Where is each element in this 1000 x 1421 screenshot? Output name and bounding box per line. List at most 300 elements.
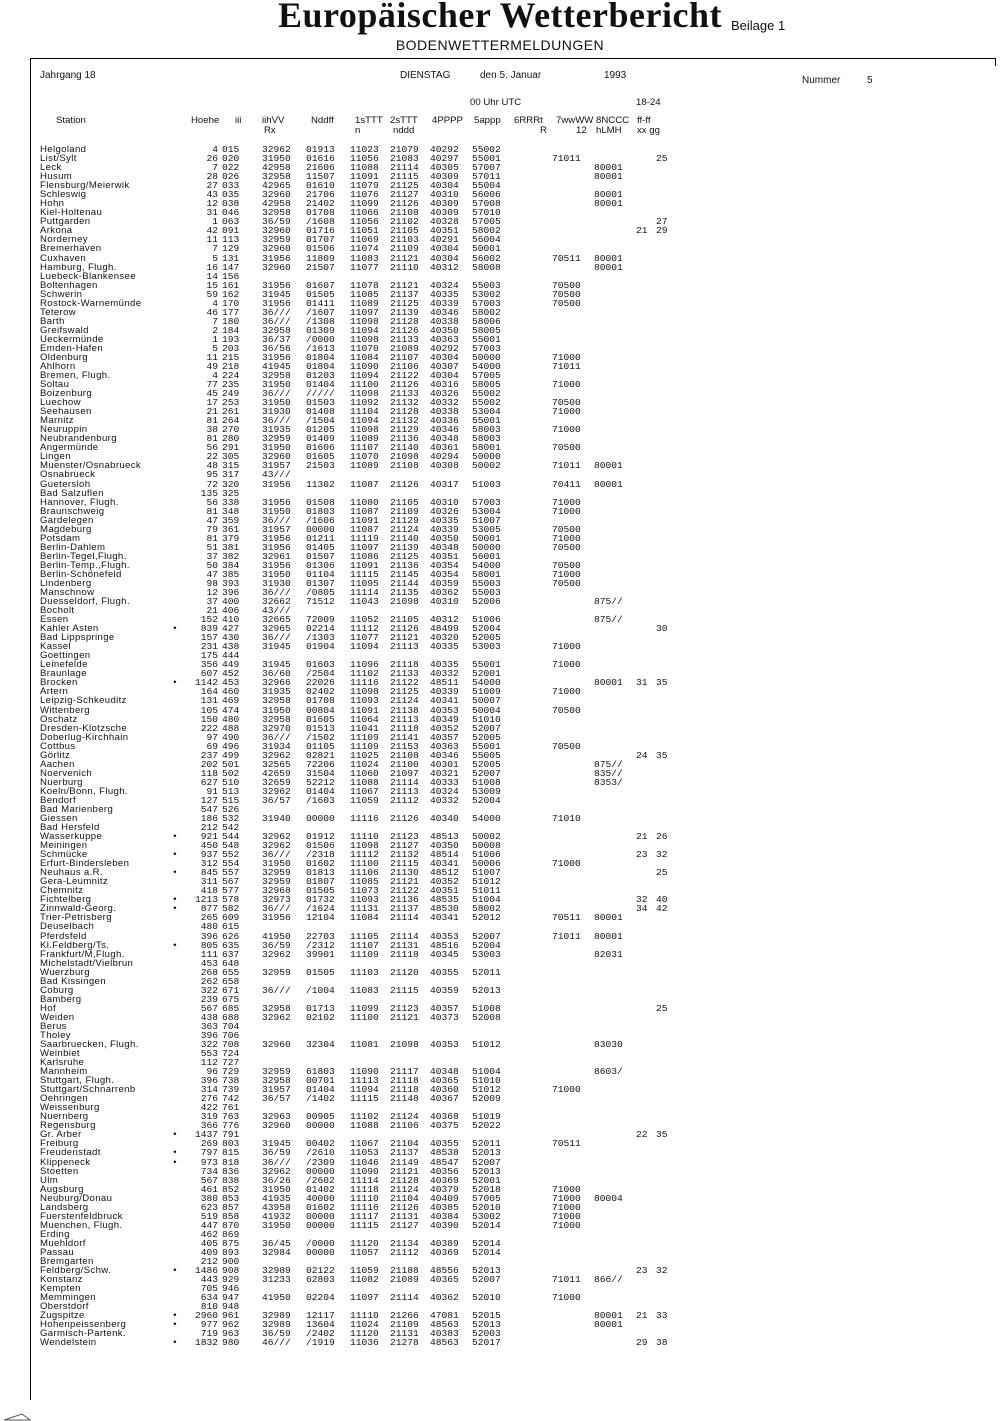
station-name: Giessen [40, 813, 78, 824]
nddff-cell: 72206 [306, 758, 335, 770]
iihvv-cell: 32962 [262, 1165, 291, 1177]
pppp-cell: 40335 [430, 288, 459, 300]
appp-cell: 52003 [472, 1328, 501, 1340]
nddff-cell: /1504 [306, 415, 335, 427]
appp-cell: 55001 [472, 415, 501, 427]
tttt2-cell: 21132 [390, 415, 419, 427]
iii-cell: 184 [222, 324, 240, 336]
iihvv-cell: 32959 [262, 234, 291, 246]
tttt1-cell: 11093 [350, 894, 379, 906]
appp-cell: 51009 [472, 686, 501, 698]
tttt2-cell: 21141 [390, 731, 419, 743]
ff1-cell: 22 [636, 1129, 648, 1141]
hoehe-cell: 11 [206, 351, 218, 363]
wwww-cell: 71000 [552, 858, 581, 870]
pppp-cell: 40357 [430, 1002, 459, 1014]
tttt2-cell: 21097 [390, 767, 419, 779]
iihvv-cell: 31945 [262, 641, 291, 653]
station-name: Erfurt-Bindersleben [40, 858, 130, 870]
mountain-mark: • [172, 939, 178, 951]
tttt1-cell: 11104 [350, 406, 379, 418]
station-name: Berlin-Temp.,Flugh. [40, 559, 130, 571]
tttt2-cell: 21266 [390, 1310, 419, 1322]
pppp-cell: 40354 [430, 559, 459, 571]
iii-cell: 224 [222, 370, 240, 381]
tttt1-cell: 11024 [350, 758, 379, 770]
nddff-cell: 21706 [306, 189, 335, 201]
appp-cell: 53004 [472, 505, 501, 517]
nddff-cell: 01411 [306, 297, 335, 309]
iii-cell: 320 [222, 478, 240, 490]
station-name: Hof [40, 1002, 56, 1014]
nddff-cell: 11302 [306, 478, 335, 490]
pppp-cell: 40326 [430, 505, 459, 517]
tttt1-cell: 11036 [350, 1337, 379, 1349]
iii-cell: 609 [222, 912, 240, 924]
iihvv-cell: 32960 [262, 225, 291, 237]
hoehe-cell: 72 [206, 478, 218, 490]
tttt2-cell: 21114 [390, 912, 419, 924]
tttt1-cell: 11117 [350, 1210, 379, 1222]
hoehe-cell: 269 [200, 1138, 218, 1150]
tttt1-cell: 11107 [350, 442, 379, 454]
hoehe-cell: 461 [200, 1183, 218, 1195]
appp-cell: 52012 [472, 912, 501, 924]
station-name: Brocken [40, 677, 78, 689]
tttt2-cell: 21112 [390, 794, 419, 806]
iii-cell: 838 [222, 1174, 240, 1186]
mountain-mark: • [172, 903, 178, 915]
station-name: Bremgarten [40, 1255, 94, 1267]
tttt1-cell: 11098 [350, 333, 379, 345]
pppp-cell: 40341 [430, 858, 459, 870]
nddff-cell: 62803 [306, 1274, 335, 1285]
station-name: Stuttgart, Flugh. [40, 1075, 115, 1087]
ff2-cell: 25 [656, 1002, 668, 1014]
wwww-cell: 71000 [552, 496, 581, 508]
pppp-cell: 40332 [430, 397, 459, 409]
iihvv-cell: 32960 [262, 189, 291, 201]
nddff-cell: 01309 [306, 324, 335, 336]
appp-cell: 57010 [472, 207, 501, 219]
hoehe-cell: 314 [200, 1084, 218, 1096]
tttt2-cell: 21137 [390, 1147, 419, 1159]
iii-cell: 162 [222, 288, 240, 300]
appp-cell: 51012 [472, 876, 501, 888]
nddff-cell: /1308 [306, 315, 335, 327]
iihvv-cell: 31233 [262, 1274, 291, 1285]
tttt1-cell: 11094 [350, 1084, 379, 1096]
iihvv-cell: 31956 [262, 279, 291, 291]
appp-cell: 52014 [472, 1219, 501, 1231]
station-name: Weiden [40, 1011, 75, 1023]
wwww-cell: 70500 [552, 442, 581, 454]
nddff-cell: 00000 [306, 523, 335, 535]
hoehe-cell: 4 [212, 370, 218, 381]
tttt1-cell: 11098 [350, 424, 379, 436]
hoehe-cell: 438 [200, 1011, 218, 1023]
station-name: Nuernberg [40, 1111, 89, 1123]
nddff-cell: 01813 [306, 867, 335, 879]
mountain-mark: • [172, 1337, 178, 1349]
hoehe-cell: 480 [200, 921, 218, 933]
table-row [0, 950, 1000, 959]
tttt1-cell: 11097 [350, 306, 379, 318]
jahrgang: Jahrgang 18 [40, 70, 96, 81]
iii-cell: 577 [222, 885, 240, 897]
tttt1-cell: 11092 [350, 397, 379, 409]
iihvv-cell: 32962 [262, 840, 291, 852]
station-name: Braunschweig [40, 505, 105, 517]
iihvv-cell: 36/59 [262, 216, 291, 228]
hoehe-cell: 7 [212, 243, 218, 255]
iihvv-cell: 42965 [262, 180, 291, 192]
nddff-cell: 01104 [306, 568, 335, 580]
table-row [0, 968, 1000, 977]
ff1-cell: 23 [636, 849, 648, 861]
iii-cell: 452 [222, 668, 240, 680]
station-name: Goettingen [40, 650, 91, 662]
iii-cell: 033 [222, 180, 240, 192]
appp-cell: 52007 [472, 767, 501, 779]
right-border [995, 58, 996, 66]
station-name: Seehausen [40, 406, 92, 418]
tttt2-cell: 21114 [390, 1292, 419, 1304]
hoehe-cell: 50 [206, 559, 218, 571]
pppp-cell: 40368 [430, 1111, 459, 1123]
hoehe-cell: 150 [200, 713, 218, 725]
tttt2-cell: 21124 [390, 523, 419, 535]
pppp-cell: 48499 [430, 623, 459, 635]
station-name: Erding [40, 1228, 70, 1240]
nddff-cell: 02214 [306, 623, 335, 635]
hoehe-cell: 567 [200, 1002, 218, 1014]
wwww-cell: 70500 [552, 288, 581, 300]
pppp-cell: 40309 [430, 171, 459, 183]
station-name: Berus [40, 1020, 67, 1032]
twelve-header: 12 [576, 125, 587, 136]
tttt1-cell: 11024 [350, 1319, 379, 1331]
pppp-cell: 40292 [430, 144, 459, 155]
station-name: Dresden-Klotzsche [40, 722, 128, 734]
nccc-cell: 80001 [594, 460, 623, 472]
nccc-cell: 875// [594, 614, 623, 626]
ff2-cell: 25 [656, 867, 668, 879]
tttt1-cell: 11110 [350, 831, 379, 842]
iii-cell: 393 [222, 577, 240, 589]
iii-cell: 869 [222, 1228, 240, 1240]
iihvv-cell: 43958 [262, 1201, 291, 1213]
mountain-mark: • [172, 1265, 178, 1276]
station-name: Wuerzburg [40, 966, 90, 978]
nddff-cell: 01804 [306, 351, 335, 363]
tttt1-cell: 11081 [350, 1039, 379, 1050]
tttt2-cell: 21137 [390, 288, 419, 300]
iii-cell: 963 [222, 1328, 240, 1340]
iii-cell: 738 [222, 1075, 240, 1087]
iii-cell: 253 [222, 397, 240, 409]
tttt1-cell: 11094 [350, 324, 379, 336]
appp-header: 5appp [474, 115, 501, 126]
pppp-header: 4PPPP [432, 115, 463, 126]
nddff-cell: 01211 [306, 532, 335, 544]
appp-cell: 58002 [472, 903, 501, 915]
pppp-cell: 40304 [430, 252, 459, 264]
station-name: Schleswig [40, 189, 87, 201]
wwww-cell: 71000 [552, 641, 581, 653]
weekday: DIENSTAG [400, 70, 451, 81]
tttt2-cell: 21123 [390, 1002, 419, 1014]
hoehe-cell: 135 [200, 487, 218, 499]
iihvv-header: iihVV [262, 115, 285, 126]
tttt2-cell: 21126 [390, 623, 419, 635]
mountain-mark: • [172, 1310, 178, 1322]
station-name: Noervenich [40, 767, 93, 779]
station-name: Kl.Feldberg/Ts. [40, 939, 110, 951]
tttt1-cell: 11097 [350, 1292, 379, 1304]
hoehe-cell: 37 [206, 596, 218, 607]
station-name: Aachen [40, 758, 75, 770]
iii-cell: 063 [222, 216, 240, 228]
hoehe-header: Hoehe [191, 115, 220, 126]
iihvv-cell: 31950 [262, 153, 291, 164]
hoehe-cell: 12 [206, 198, 218, 210]
nddff-cell: /1502 [306, 731, 335, 743]
table-row [0, 597, 1000, 606]
iihvv-cell: 32958 [262, 171, 291, 183]
appp-cell: 53002 [472, 288, 501, 300]
appp-cell: 54000 [472, 813, 501, 824]
station-header: Station [56, 115, 86, 126]
wwww-cell: 70511 [552, 912, 581, 924]
station-name: Flensburg/Meierwik [40, 180, 130, 192]
wwww-cell: 71000 [552, 1084, 581, 1096]
pppp-cell: 40362 [430, 1292, 459, 1304]
wwww-cell: 70500 [552, 541, 581, 553]
appp-cell: 52007 [472, 930, 501, 942]
iii-cell: 947 [222, 1292, 240, 1304]
tttt2-cell: 21098 [390, 596, 419, 607]
iihvv-cell: 36/26 [262, 1174, 291, 1186]
hoehe-cell: 734 [200, 1165, 218, 1177]
iii-cell: 015 [222, 144, 240, 155]
tttt2-cell: 21118 [390, 1075, 419, 1087]
nddff-cell: 21402 [306, 198, 335, 210]
iihvv-cell: 31935 [262, 686, 291, 698]
pppp-cell: 40353 [430, 930, 459, 942]
pppp-cell: 40339 [430, 523, 459, 535]
nddff-cell: 01404 [306, 379, 335, 390]
tttt2-cell: 21102 [390, 216, 419, 228]
hoehe-cell: 202 [200, 758, 218, 770]
tttt1-cell: 11085 [350, 288, 379, 300]
hoehe-cell: 212 [200, 1255, 218, 1267]
nddff-cell: 31504 [306, 767, 335, 779]
tttt1-cell: 11098 [350, 315, 379, 327]
tttt2-cell: 21127 [390, 189, 419, 201]
appp-cell: 55002 [472, 397, 501, 409]
tttt2-cell: 21136 [390, 559, 419, 571]
tttt1-cell: 11098 [350, 388, 379, 400]
pppp-cell: 40348 [430, 433, 459, 445]
appp-cell: 57003 [472, 297, 501, 309]
iihvv-cell: 31956 [262, 912, 291, 924]
station-name: Norderney [40, 234, 88, 246]
nddff-cell: 01507 [306, 550, 335, 562]
iihvv-cell: 31956 [262, 496, 291, 508]
iihvv-cell: 31956 [262, 252, 291, 264]
nddff-cell: 01708 [306, 207, 335, 219]
hoehe-cell: 91 [206, 785, 218, 797]
pppp-cell: 40383 [430, 1328, 459, 1340]
iii-cell: 567 [222, 876, 240, 888]
hoehe-cell: 131 [200, 695, 218, 707]
nddff-cell: /1919 [306, 1337, 335, 1349]
pppp-cell: 40336 [430, 415, 459, 427]
iii-cell: 280 [222, 433, 240, 445]
nddff-cell: 01409 [306, 433, 335, 445]
iihvv-cell: 31934 [262, 740, 291, 752]
tttt2-cell: 21098 [390, 1039, 419, 1050]
tttt2-cell: 21113 [390, 641, 419, 653]
station-name: Stuttgart/Schnarrenb [40, 1084, 136, 1096]
pppp-cell: 40310 [430, 189, 459, 201]
tttt2-cell: 21133 [390, 388, 419, 400]
tttt2-cell: 21131 [390, 939, 419, 951]
station-name: Kahler Asten [40, 623, 99, 635]
tttt1-cell: 11107 [350, 939, 379, 951]
tttt2-cell: 21140 [390, 532, 419, 544]
nddff-cell: ///// [306, 388, 335, 400]
appp-cell: 52005 [472, 731, 501, 743]
hoehe-cell: 623 [200, 1201, 218, 1213]
appp-cell: 52005 [472, 632, 501, 644]
tttt1-cell: 11074 [350, 243, 379, 255]
iii-cell: 038 [222, 198, 240, 210]
iii-cell: 469 [222, 695, 240, 707]
pppp-cell: 40346 [430, 749, 459, 761]
tttt1-cell: 11088 [350, 1120, 379, 1132]
appp-cell: 55001 [472, 740, 501, 752]
station-name: Freudenstadt [40, 1147, 101, 1159]
station-name: Wittenberg [40, 704, 90, 716]
iii-cell: 338 [222, 496, 240, 508]
station-name: Konstanz [40, 1274, 83, 1285]
nummer-label: Nummer [802, 75, 841, 86]
iii-cell: 020 [222, 153, 240, 164]
tttt2-cell: 21126 [390, 198, 419, 210]
iihvv-cell: 31930 [262, 577, 291, 589]
tttt2-cell: 21135 [390, 587, 419, 598]
ff2-cell: 27 [656, 216, 668, 228]
nddff-cell: 71512 [306, 596, 335, 607]
iii-cell: 857 [222, 1201, 240, 1213]
appp-cell: 55001 [472, 659, 501, 671]
iii-cell: 359 [222, 514, 240, 526]
appp-cell: 50002 [472, 460, 501, 472]
station-name: Puttgarden [40, 216, 91, 228]
tttt2-cell: 21125 [390, 180, 419, 192]
hoehe-cell: 56 [206, 496, 218, 508]
station-name: Muenchen, Flugh. [40, 1219, 123, 1231]
tttt1-cell: 11023 [350, 144, 379, 155]
tttt1-cell: 11120 [350, 1328, 379, 1340]
hoehe-cell: 380 [200, 1192, 218, 1204]
nddff-cell: 00905 [306, 1111, 335, 1123]
station-name: Leipzig-Schkeuditz [40, 695, 127, 707]
nddff-cell: 00000 [306, 1165, 335, 1177]
tttt1-cell: 11088 [350, 162, 379, 174]
wwww-cell: 71011 [552, 361, 581, 372]
ff1-cell: 29 [636, 1337, 648, 1349]
iihvv-cell: 32662 [262, 596, 291, 607]
iii-cell: 317 [222, 469, 240, 481]
station-name: Bad Kissingen [40, 975, 106, 987]
pppp-cell: 40355 [430, 1138, 459, 1150]
iihvv-cell: 31956 [262, 297, 291, 309]
hoehe-cell: 363 [200, 1020, 218, 1032]
hoehe-cell: 719 [200, 1328, 218, 1340]
appp-cell: 54000 [472, 361, 501, 372]
mountain-mark: • [172, 831, 178, 842]
ff1-cell: 23 [636, 1265, 648, 1276]
appp-cell: 58008 [472, 261, 501, 273]
mountain-mark: • [172, 867, 178, 879]
nddff-cell: /2309 [306, 1156, 335, 1168]
tttt1-cell: 11084 [350, 351, 379, 363]
wwww-cell: 71000 [552, 1201, 581, 1213]
appp-cell: 53002 [472, 1210, 501, 1222]
pppp-cell: 40333 [430, 776, 459, 788]
iihvv-cell: 31945 [262, 659, 291, 671]
ff2-cell: 35 [656, 749, 668, 761]
appp-cell: 52011 [472, 966, 501, 978]
pppp-cell: 40339 [430, 686, 459, 698]
hoehe-cell: 21 [206, 406, 218, 418]
nddff-cell: 01616 [306, 153, 335, 164]
iihvv-cell: 32665 [262, 614, 291, 626]
iihvv-cell: 32958 [262, 713, 291, 725]
wwww-cell: 71000 [552, 406, 581, 418]
tttt2-cell: 21105 [390, 225, 419, 237]
tttt2-cell: 21114 [390, 162, 419, 174]
ff2-cell: 40 [656, 894, 668, 906]
appp-cell: 51006 [472, 614, 501, 626]
station-name: Chemnitz [40, 885, 84, 897]
pppp-cell: 40305 [430, 162, 459, 174]
table-row [0, 263, 1000, 272]
nddff-cell: 61803 [306, 1066, 335, 1078]
nccc-cell: 875// [594, 758, 623, 770]
tttt1-cell: 11085 [350, 876, 379, 888]
ff2-cell: 35 [656, 1129, 668, 1141]
tttt1-cell: 11095 [350, 577, 379, 589]
tttt1-cell: 11110 [350, 1192, 379, 1204]
table-row [0, 1013, 1000, 1022]
iihvv-cell: 43/// [262, 605, 291, 616]
nddff-cell: 40000 [306, 1192, 335, 1204]
tttt1-cell: 11089 [350, 460, 379, 472]
tttt2-header: 2sTTT [390, 115, 418, 126]
pppp-cell: 40390 [430, 1219, 459, 1231]
tttt1-cell: 11109 [350, 948, 379, 960]
station-name: Augsburg [40, 1183, 84, 1195]
tttt1-cell: 11120 [350, 1237, 379, 1249]
nccc-cell: 80001 [594, 912, 623, 924]
tttt2-cell: 21122 [390, 370, 419, 381]
nddff-cell: 02204 [306, 1292, 335, 1304]
hoehe-cell: 152 [200, 614, 218, 626]
